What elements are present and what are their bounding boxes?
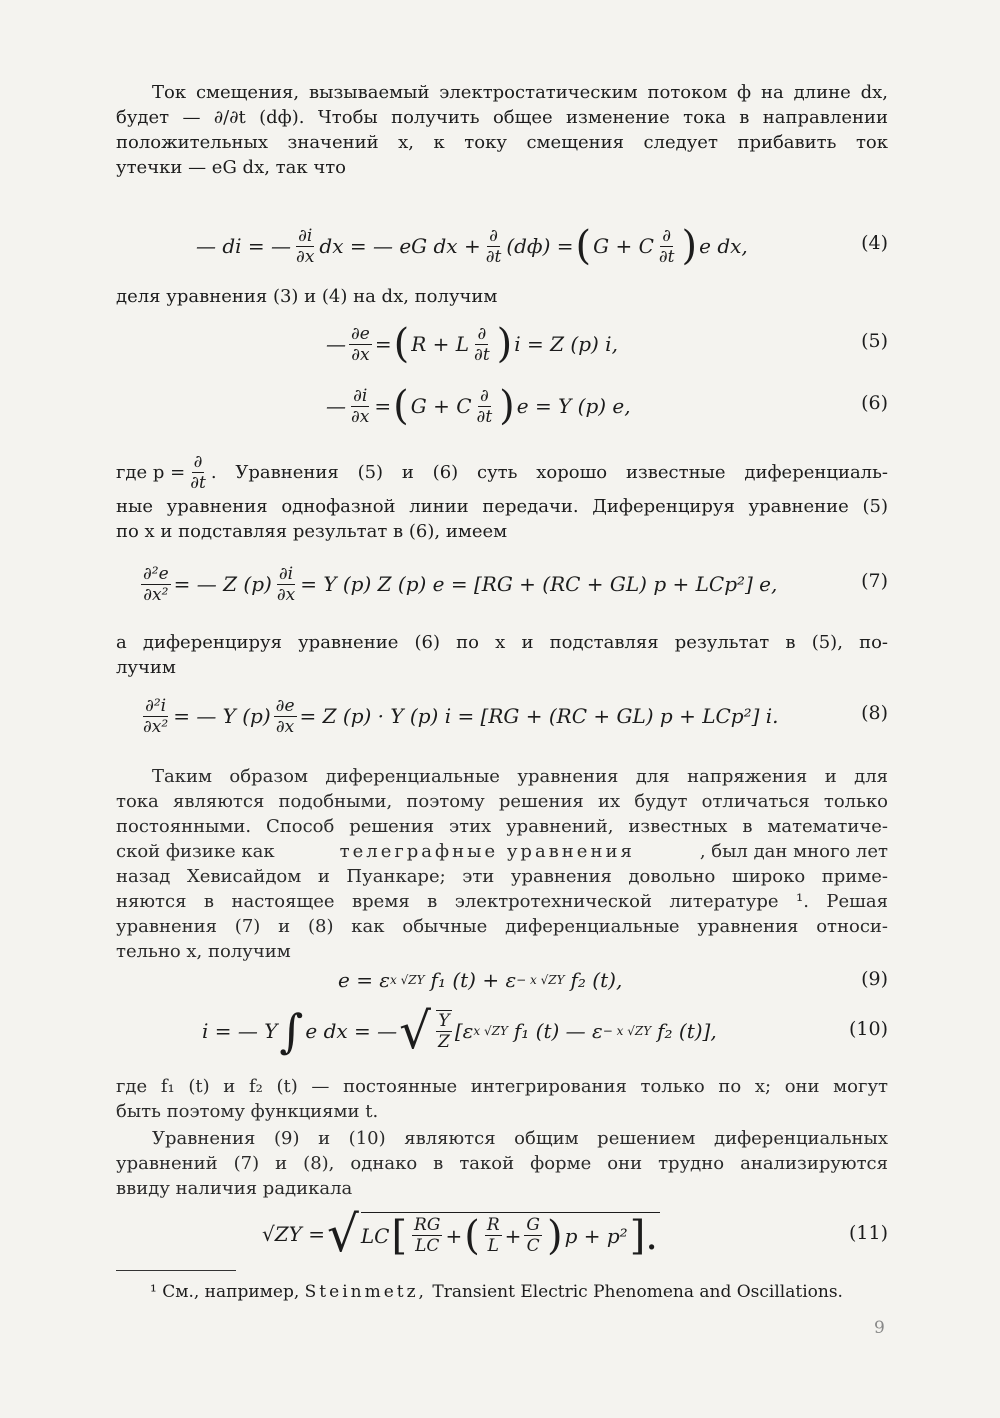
exponent: x √ZY: [473, 1024, 508, 1038]
equation-11: [116, 1206, 888, 1262]
footnote: [150, 1281, 890, 1303]
fraction: [436, 1010, 452, 1052]
numerator: ∂²i: [145, 695, 167, 716]
numerator: ∂e: [351, 323, 370, 344]
footnote-author: Steinmetz,: [304, 1282, 427, 1302]
numerator: ∂²e: [143, 563, 169, 584]
text-line: лучим: [116, 657, 176, 678]
eq-term: e = ε: [338, 968, 391, 992]
eq-term: +: [504, 1223, 522, 1248]
numerator: ∂: [479, 385, 489, 406]
eq-term: G + C: [593, 234, 654, 258]
eq-term: i = Z (p) i,: [514, 332, 618, 356]
denominator: ∂t: [190, 472, 206, 493]
eq-term: = Y (p) Z (p) e = [RG + (RC + GL) p + LCp²] e,: [300, 572, 778, 596]
text-line: положительных значений x, к току смещения следует прибавить ток: [116, 132, 888, 153]
paragraph-differentiating: [116, 630, 888, 680]
eq-term: p + p²: [564, 1223, 628, 1248]
equation-number: (6): [861, 392, 888, 414]
equation-number: (10): [848, 1018, 888, 1040]
eq-term: e = Y (p) e,: [516, 394, 631, 418]
numerator: ∂: [477, 323, 487, 344]
equation-10: [116, 1002, 888, 1060]
fraction: [657, 226, 677, 267]
denominator: ∂x²: [143, 584, 169, 605]
text-line: назад Хевисайдом и Пуанкаре; эти уравнения довольно широко приме-: [116, 866, 888, 887]
denominator: LC: [415, 1236, 440, 1256]
paren-open: (: [393, 321, 410, 367]
numerator: RG: [414, 1215, 441, 1235]
text-line: деля уравнения (3) и (4) на dx, получим: [116, 286, 498, 307]
denominator: ∂t: [658, 246, 675, 267]
numerator: ∂i: [278, 563, 294, 584]
text-line: ные уравнения однофазной линии передачи. Диференцируя уравнение (5): [116, 496, 888, 517]
eq-term: = — Z (p): [173, 572, 272, 596]
equation-number: (7): [861, 570, 888, 592]
numerator: ∂: [662, 225, 672, 246]
equation-6: [116, 380, 888, 432]
paren-close: ): [496, 321, 513, 367]
fraction: [412, 1215, 442, 1256]
eq-term: = — Y (p): [173, 704, 271, 728]
text-line: уравнения (7) и (8) как обычные диференциальные уравнения относи-: [116, 916, 888, 937]
eq-term: e dx,: [699, 234, 748, 258]
denominator: Z: [438, 1032, 450, 1052]
page-number: 9: [874, 1318, 885, 1338]
numerator: ∂: [489, 225, 498, 246]
equation-7: [116, 558, 888, 610]
text-fragment: где p =: [116, 461, 186, 483]
fraction: [349, 386, 371, 427]
denominator: ∂x: [275, 716, 295, 737]
eq-lhs: √ZY =: [262, 1222, 325, 1246]
eq-term: f₁ (t) + ε: [430, 968, 517, 992]
paragraph-constants: [116, 1074, 888, 1124]
paragraph-displacement-current: [116, 80, 888, 180]
text-line: быть поэтому функциями t.: [116, 1101, 379, 1122]
denominator: ∂x: [296, 246, 315, 267]
equation-number: (8): [861, 702, 888, 724]
eq-term: (dф) =: [506, 234, 574, 258]
numerator: ∂i: [298, 225, 313, 246]
eq-term: R + L: [411, 332, 470, 356]
eq-term: f₂ (t)],: [657, 1019, 717, 1043]
fraction: [141, 696, 170, 737]
numerator: ∂: [193, 451, 203, 472]
paren-open: (: [393, 383, 409, 429]
denominator: ∂t: [485, 246, 502, 267]
numerator: R: [486, 1215, 500, 1235]
paren-close: ): [499, 383, 515, 429]
eq-term: [ε: [454, 1019, 474, 1043]
radicand: [360, 1212, 660, 1259]
equation-4: [116, 218, 888, 274]
footnote-title: Transient Electric Phenomena and Oscillations.: [432, 1282, 843, 1302]
text-line: ввиду наличия радикала: [116, 1178, 353, 1199]
fraction: [188, 452, 208, 493]
eq-term: —: [326, 394, 346, 418]
paren-open: (: [575, 223, 592, 269]
exponent: − x √ZY: [602, 1024, 652, 1038]
denominator: ∂x²: [143, 716, 169, 737]
text-line: тока являются подобными, поэтому решения их будут отличаться только: [116, 791, 888, 812]
paren-close: ): [681, 223, 698, 269]
eq-term: = Z (p) · Y (p) i = [RG + (RC + GL) p + LCp²] i.: [299, 704, 779, 728]
bracket-open: [: [391, 1212, 408, 1259]
text-line: постоянными. Способ решения этих уравнений, известных в математиче-: [116, 816, 888, 837]
eq-term: —: [326, 332, 346, 356]
eq-term: =: [374, 394, 392, 418]
fraction: [294, 226, 316, 267]
fraction: [475, 386, 495, 427]
fraction: [484, 226, 504, 267]
exponent: x √ZY: [390, 973, 425, 987]
fraction: [524, 1215, 542, 1256]
radical-sign: √: [399, 1002, 432, 1060]
equation-number: (11): [848, 1222, 888, 1244]
fraction: [349, 324, 372, 365]
text-line: уравнений (7) и (8), однако в такой форме они трудно анализируются: [116, 1153, 888, 1174]
numerator: ∂e: [275, 695, 295, 716]
denominator: ∂x: [351, 406, 370, 427]
eq-term: e dx = —: [305, 1019, 398, 1043]
denominator: ∂x: [276, 584, 296, 605]
eq-term: i = — Y: [202, 1019, 278, 1043]
equation-5: [116, 318, 888, 370]
text-line: Таким образом диференциальные уравнения для напряжения и для: [152, 766, 888, 787]
text-line: будет — ∂/∂t (dф). Чтобы получить общее изменение тока в направлении: [116, 107, 888, 128]
fraction: [275, 564, 297, 605]
fraction: [274, 696, 297, 737]
radical-sign: √: [326, 1205, 359, 1263]
paragraph-telegraph-equations: [116, 764, 888, 964]
bracket-close: ].: [629, 1212, 659, 1259]
text-fragment: . Уравнения (5) и (6) суть хорошо известные диференциаль-: [210, 461, 888, 483]
denominator: ∂x: [351, 344, 370, 365]
equation-number: (4): [861, 232, 888, 254]
numerator: G: [526, 1215, 540, 1235]
integral-sign: ∫: [279, 1004, 304, 1058]
text-fragment: , был дан много лет: [699, 841, 888, 862]
text-line: по x и подставляя результат в (6), имеем: [116, 521, 508, 542]
denominator: L: [487, 1236, 499, 1256]
paren-open: (: [464, 1212, 480, 1259]
paragraph-where-p: [116, 450, 888, 544]
fraction: [141, 564, 171, 605]
equation-8: [116, 690, 888, 742]
eq-term: LC: [360, 1223, 390, 1248]
emphasized-term: телеграфные уравнения: [339, 841, 635, 862]
eq-term: =: [374, 332, 392, 356]
paragraph-general-solution: [116, 1126, 888, 1201]
fraction: [472, 324, 492, 365]
numerator: ∂i: [353, 385, 368, 406]
text-line: где f₁ (t) и f₂ (t) — постоянные интегрирования только по x; они могут: [116, 1076, 888, 1097]
text-line: няются в настоящее время в электротехнической литературе ¹. Решая: [116, 891, 888, 912]
eq-lhs: — di = —: [196, 234, 292, 258]
text-line: [116, 450, 888, 494]
equation-number: (9): [861, 968, 888, 990]
fraction: [485, 1215, 502, 1256]
text-line: утечки — eG dx, так что: [116, 157, 347, 178]
denominator: ∂t: [476, 406, 493, 427]
equation-number: (5): [861, 330, 888, 352]
text-line: а диференцируя уравнение (6) по x и подставляя результат в (5), по-: [116, 632, 888, 653]
eq-term: G + C: [410, 394, 472, 418]
text-line: тельно x, получим: [116, 941, 291, 962]
text-fragment: ской физике как: [116, 841, 275, 862]
denominator: C: [526, 1236, 540, 1256]
eq-term: f₂ (t),: [570, 968, 623, 992]
eq-term: +: [445, 1223, 463, 1248]
paren-close: ): [546, 1212, 563, 1259]
text-line: Ток смещения, вызываемый электростатическим потоком ф на длине dx,: [152, 82, 888, 103]
text-line: [116, 839, 888, 864]
text-line: Уравнения (9) и (10) являются общим решением диференциальных: [152, 1128, 888, 1149]
footnote-marker: ¹ См., например,: [150, 1282, 300, 1302]
footnote-separator: [116, 1270, 236, 1271]
exponent: − x √ZY: [516, 973, 565, 987]
inline-math: [116, 452, 211, 493]
equation-9: [116, 964, 888, 996]
eq-term: dx = — eG dx +: [319, 234, 481, 258]
denominator: ∂t: [474, 344, 490, 365]
paragraph-dividing: [116, 284, 888, 309]
eq-term: f₁ (t) — ε: [513, 1019, 603, 1043]
numerator: Y: [438, 1011, 450, 1031]
